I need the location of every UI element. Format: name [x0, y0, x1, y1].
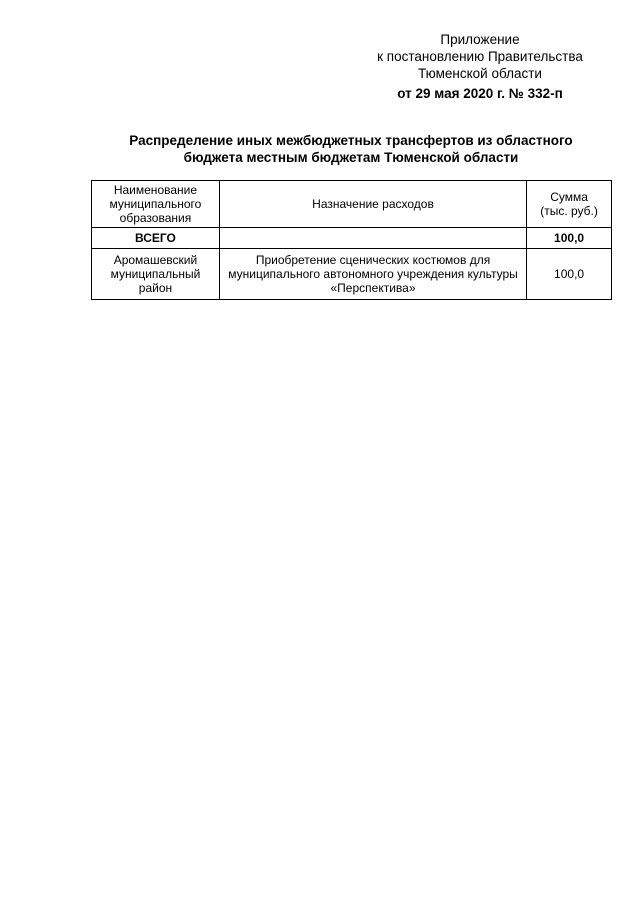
resolution-reference: к постановлению Правительства	[377, 49, 583, 64]
column-header-purpose: Назначение расходов	[219, 181, 526, 228]
region-name: Тюменской области	[418, 66, 542, 81]
row-amount: 100,0	[527, 249, 612, 300]
row-purpose: Приобретение сценических костюмов для муниципального автономного учреждения культуры «Перспектива»	[219, 249, 526, 300]
appendix-header	[360, 31, 600, 102]
column-header-amount	[527, 181, 612, 228]
document-title-line-1: Распределение иных межбюджетных трансфертов из областного	[129, 133, 573, 148]
allocation-table	[91, 180, 612, 300]
document-title-line-2: бюджета местным бюджетам Тюменской области	[183, 150, 519, 165]
total-row	[92, 228, 612, 249]
appendix-label: Приложение	[440, 32, 520, 47]
column-header-amount-unit: (тыс. руб.)	[540, 204, 598, 218]
resolution-date-number: от 29 мая 2020 г. № 332-п	[397, 86, 563, 101]
table-row	[92, 249, 612, 300]
row-municipality-name: Аромашевский муниципальный район	[92, 249, 220, 300]
column-header-amount-label: Сумма	[550, 190, 588, 204]
total-amount: 100,0	[527, 228, 612, 249]
table-header-row	[92, 181, 612, 228]
document-title	[90, 132, 612, 166]
column-header-name: Наименование муниципального образования	[92, 181, 220, 228]
total-purpose	[219, 228, 526, 249]
total-label: ВСЕГО	[92, 228, 220, 249]
